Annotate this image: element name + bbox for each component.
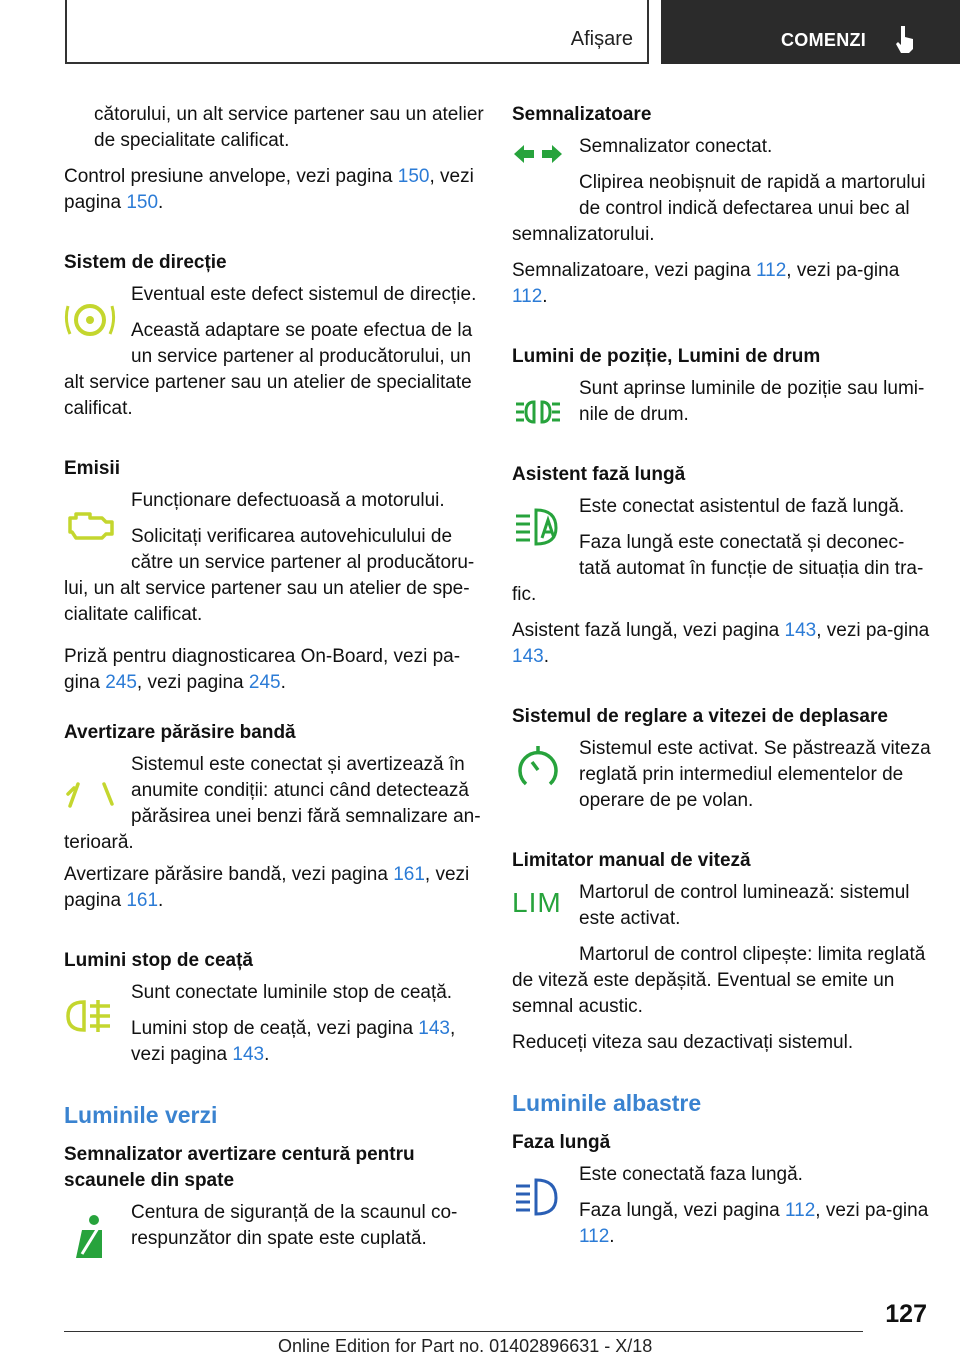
text: Sistemul este conectat și avertizează în anumite condiții: atunci când detectează părăsirea unei benzi fără semnalizare an-: [131, 754, 481, 827]
text: Reduceți viteza sau dezactivați sistemul.: [512, 1032, 854, 1053]
tab-afisare[interactable]: [65, 0, 649, 64]
text: Această adaptare se poate efectua de la un service partener al producătorului, un: [131, 320, 473, 367]
page-link[interactable]: 245: [105, 672, 137, 693]
page-link[interactable]: 112: [784, 1200, 816, 1221]
turn-item: [512, 134, 932, 222]
emissions-item: [64, 488, 484, 576]
text: terioară.: [64, 832, 134, 853]
footer-divider: [64, 1331, 863, 1332]
engine-warning-icon: [64, 504, 116, 544]
text: Martorul de control luminează: sistemul este activat.: [579, 882, 910, 929]
turn-signal-icon: [512, 134, 564, 174]
section-title-lane: Avertizare părăsire bandă: [64, 722, 296, 743]
hand-pointer-icon: [893, 24, 917, 54]
page-link[interactable]: 143: [512, 646, 544, 667]
page-link[interactable]: 150: [397, 166, 430, 187]
page-link[interactable]: 112: [579, 1226, 610, 1247]
position-lights-icon: [512, 392, 564, 432]
page-link[interactable]: 143: [418, 1018, 450, 1039]
high-beam-icon: [512, 1174, 564, 1218]
text: lui, un alt service partener sau un atelier de spe-cialitate calificat.: [64, 578, 470, 625]
page-link[interactable]: 245: [248, 672, 281, 693]
footer-text: Online Edition for Part no. 01402896631 - X/18: [278, 1336, 653, 1356]
section-title-hba: Asistent fază lungă: [512, 464, 686, 485]
rear-fog-light-icon: [64, 996, 116, 1036]
section-title-steering: Sistem de direcție: [64, 252, 227, 273]
lim-icon: LIM: [512, 887, 562, 918]
section-title-blue: Luminile albastre: [512, 1090, 702, 1116]
fog-item: [64, 980, 484, 1068]
section-title-green: Luminile verzi: [64, 1102, 218, 1128]
text: de viteză este depășită. Eventual se emite un semnal acustic.: [512, 970, 895, 1017]
section-title-limiter: Limitator manual de viteză: [512, 850, 751, 871]
page-link[interactable]: 143: [232, 1044, 265, 1065]
turn-ref: Semnalizatoare, vezi pagina 112, vezi pa-gina 112.: [512, 260, 900, 307]
text: Solicitați verificarea autovehiculului de către un service partener al producătoru-: [131, 526, 475, 573]
text: Este conectată faza lungă.: [579, 1164, 803, 1185]
belt-item: [64, 1200, 484, 1252]
obd-ref: Priză pentru diagnosticarea On-Board, vezi pa-gina 245, vezi pagina 245.: [64, 646, 461, 693]
text: Centura de siguranță de la scaunul co-respunzător din spate este cuplată.: [131, 1202, 458, 1249]
section-title-emissions: Emisii: [64, 458, 120, 479]
page-link[interactable]: 112: [755, 260, 787, 281]
continued-text: cătorului, un alt service partener sau un atelier de specialitate calificat.: [94, 104, 484, 151]
text: Clipirea neobișnuit de rapidă a martorului de control indică defectarea unui bec al: [579, 172, 926, 219]
hba-ref: Asistent fază lungă, vezi pagina 143, vezi pa-gina 143.: [512, 620, 930, 667]
high-beam-assistant-icon: [512, 504, 564, 548]
lane-item: [64, 752, 484, 830]
fog-ref: Lumini stop de ceață, vezi pagina 143, vezi pagina 143.: [131, 1018, 456, 1065]
section-title-cruise: Sistemul de reglare a vitezei de deplasare: [512, 706, 888, 727]
tab-comenzi[interactable]: [661, 0, 960, 64]
page-link[interactable]: 161: [126, 890, 159, 911]
section-title-belt: Semnalizator avertizare centură pentru scaunele din spate: [64, 1144, 415, 1191]
text: Faza lungă este conectată și deconec-tată automat în funcție de situația din tra-: [579, 532, 924, 579]
page-link[interactable]: 112: [512, 286, 543, 307]
text: Sunt aprinse luminile de poziție sau lumi-nile de drum.: [579, 378, 925, 425]
hba-item: [512, 494, 932, 582]
page-number: 127: [885, 1300, 927, 1328]
high-beam-ref: Faza lungă, vezi pagina 112, vezi pa-gina 112.: [579, 1200, 929, 1247]
steering-warning-icon: [64, 298, 116, 338]
seatbelt-icon: [64, 1214, 116, 1262]
high-beam-item: [512, 1162, 932, 1250]
text: Semnalizator conectat.: [579, 136, 773, 157]
text: fic.: [512, 584, 537, 605]
tab-comenzi-label: COMENZI: [781, 30, 867, 50]
lane-departure-icon: [64, 776, 116, 816]
tire-pressure-ref: Control presiune anvelope, vezi pagina 150, vezi pagina 150.: [64, 166, 474, 213]
section-title-position: Lumini de poziție, Lumini de drum: [512, 346, 821, 367]
cruise-control-icon: [512, 744, 564, 790]
page-link[interactable]: 150: [126, 192, 159, 213]
limiter-item: [512, 880, 932, 968]
cruise-item: [512, 736, 932, 814]
left-column: [64, 102, 484, 1252]
lane-ref: Avertizare părăsire bandă, vezi pagina 161, vezi pagina 161.: [64, 864, 470, 911]
right-column: [512, 102, 932, 1250]
section-title-turn: Semnalizatoare: [512, 104, 652, 125]
text: Martorul de control clipește: limita reglată: [579, 944, 926, 965]
page-link[interactable]: 143: [784, 620, 817, 641]
tab-afisare-label: Afișare: [570, 28, 633, 50]
section-title-fog: Lumini stop de ceață: [64, 950, 253, 971]
text: alt service partener sau un atelier de specialitate calificat.: [64, 372, 472, 419]
section-title-high-beam: Faza lungă: [512, 1132, 611, 1153]
text: Funcționare defectuoasă a motorului.: [131, 490, 445, 511]
page-link[interactable]: 161: [393, 864, 425, 885]
text: semnalizatorului.: [512, 224, 655, 245]
text: Sunt conectate luminile stop de ceață.: [131, 982, 453, 1003]
text: Este conectat asistentul de fază lungă.: [579, 496, 905, 517]
position-item: [512, 376, 932, 428]
text: Sistemul este activat. Se păstrează viteza reglată prin intermediul elementelor de operare de pe volan.: [579, 738, 931, 811]
text: Eventual este defect sistemul de direcție.: [131, 284, 477, 305]
steering-item: [64, 282, 484, 370]
